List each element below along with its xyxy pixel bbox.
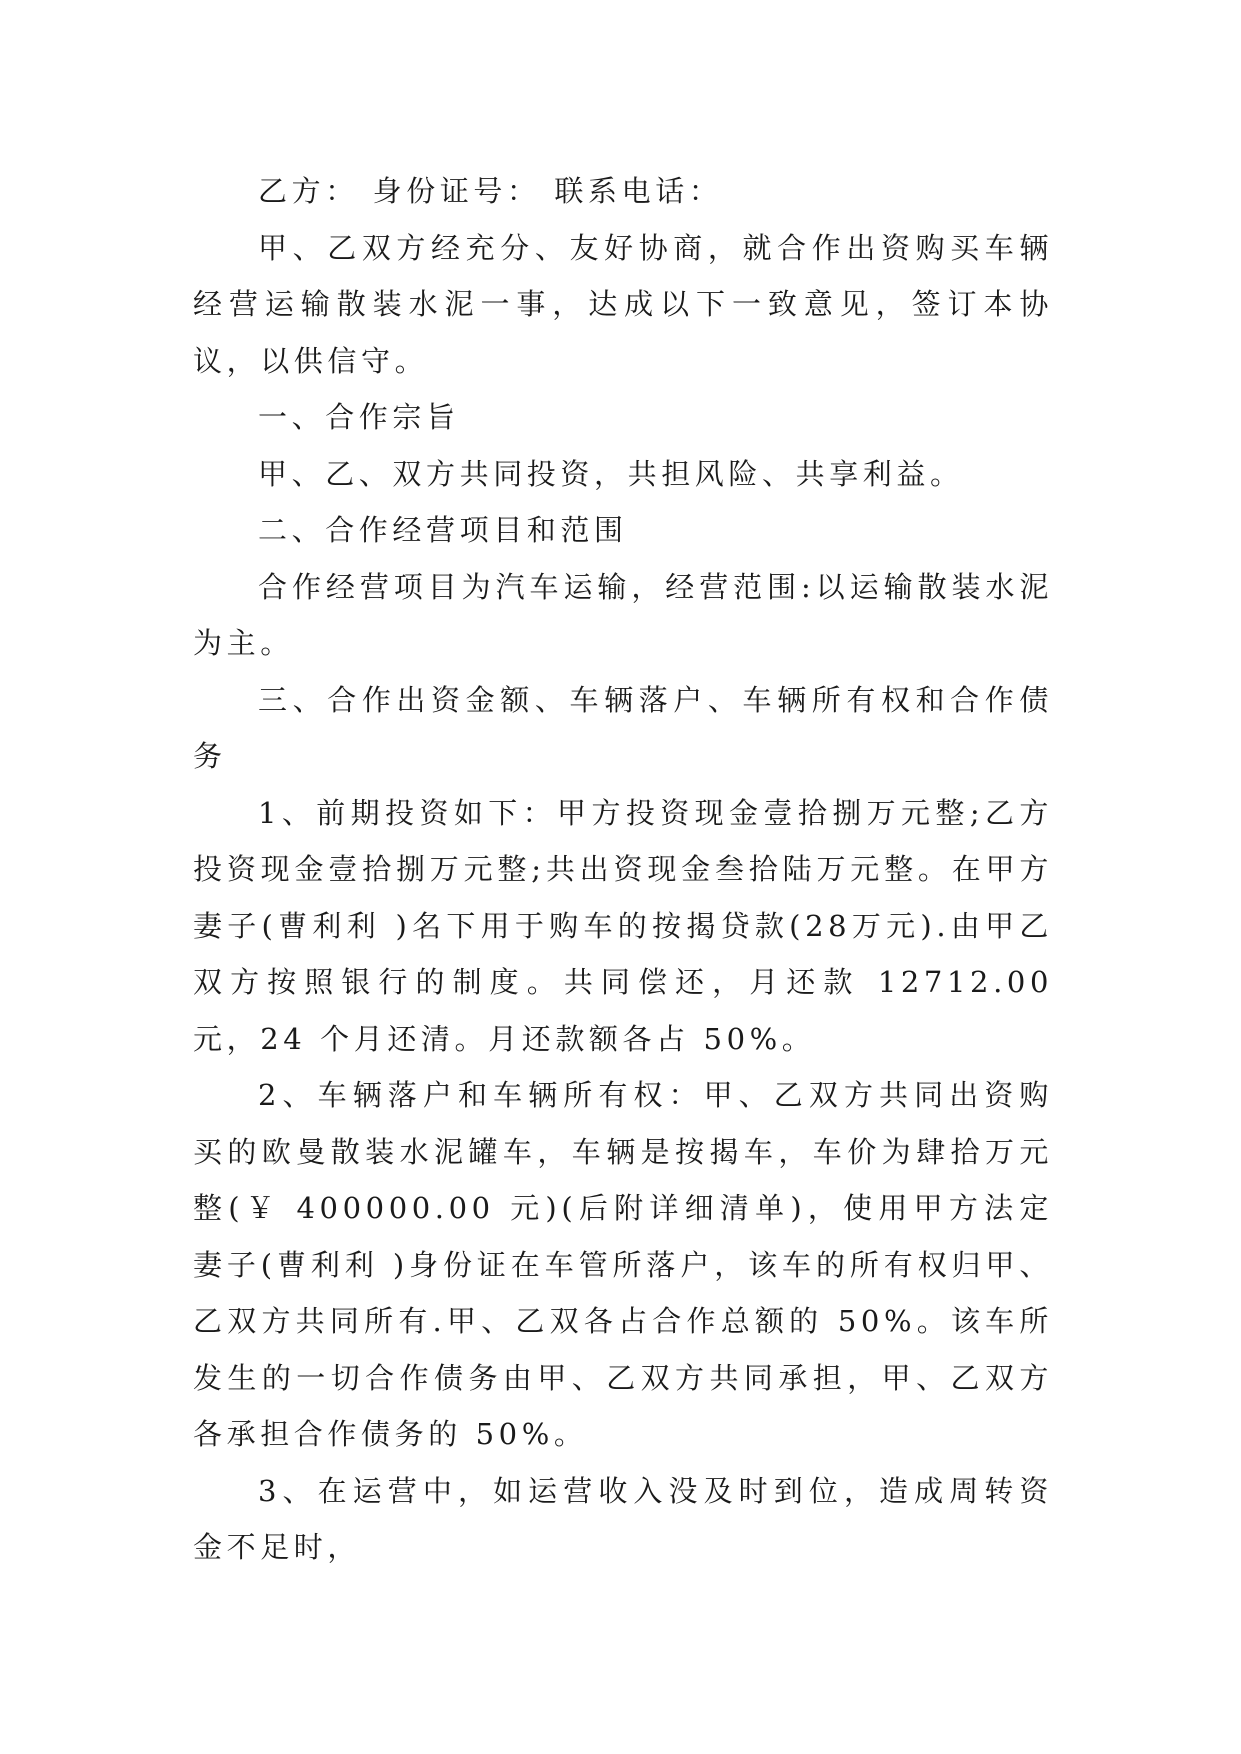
clause-2-ownership: 2、车辆落户和车辆所有权：甲、乙双方共同出资购买的欧曼散装水泥罐车，车辆是按揭车，车价为肆拾万元整(￥ 400000.00 元)(后附详细清单)，使用甲方法定妻子(曹利利 )身份证在车管所落户，该车的所有权归甲、乙双方共同所有.甲、乙双各占合作总额的 50%。该车所发生的一切合作债务由甲、乙双方共同承担，甲、乙双方各承担合作债务的 50%。 (193, 1078, 1053, 1451)
section-heading-investment: 三、合作出资金额、车辆落户、车辆所有权和合作债务 (193, 682, 1053, 773)
document-body (193, 163, 1053, 1576)
section-heading-purpose: 一、合作宗旨 (258, 400, 460, 434)
clause-1-investment: 1、前期投资如下：甲方投资现金壹拾捌万元整;乙方投资现金壹拾捌万元整;共出资现金叁拾陆万元整。在甲方妻子(曹利利 )名下用于购车的按揭贷款(28万元).由甲乙双方按照银行的制度。共同偿还，月还款 12712.00 元，24 个月还清。月还款额各占 50%。 (193, 795, 1053, 1056)
agreement-preamble: 甲、乙双方经充分、友好协商，就合作出资购买车辆经营运输散装水泥一事，达成以下一致意见，签订本协议，以供信守。 (193, 230, 1053, 378)
section-text-purpose: 甲、乙、双方共同投资，共担风险、共享利益。 (258, 456, 964, 491)
clause-3-operations: 3、在运营中，如运营收入没及时到位，造成周转资金不足时， (193, 1473, 1053, 1564)
section-heading-scope: 二、合作经营项目和范围 (258, 513, 628, 547)
party-b-info-line: 乙方： 身份证号： 联系电话： (258, 174, 723, 208)
section-text-scope: 合作经营项目为汽车运输，经营范围:以运输散装水泥为主。 (193, 569, 1053, 660)
